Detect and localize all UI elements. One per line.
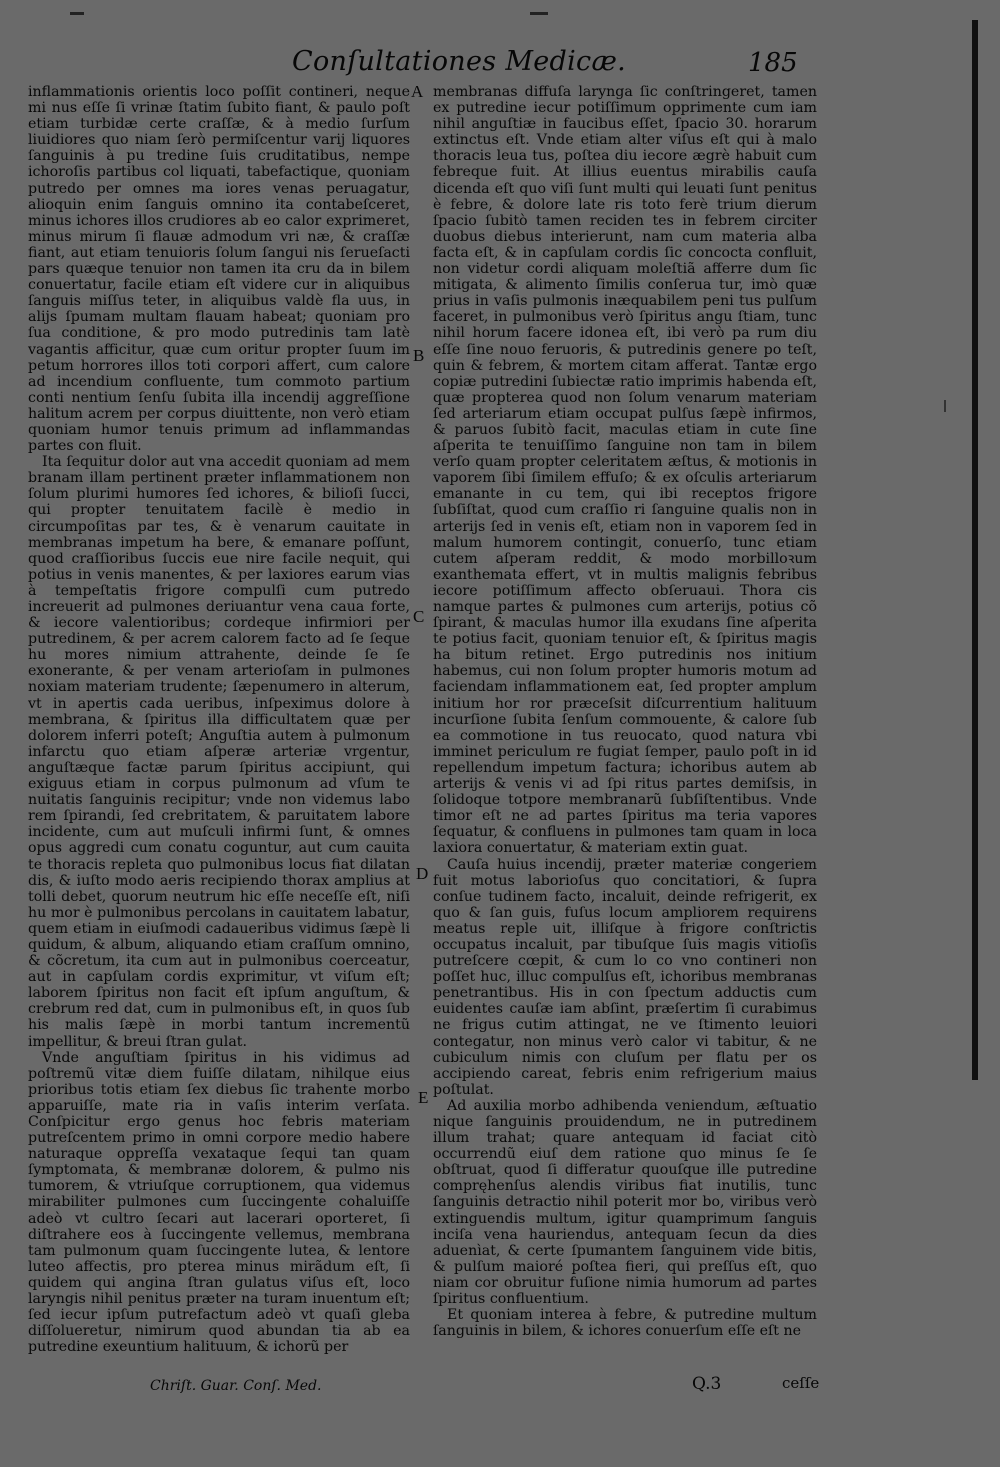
left-column <box>28 84 410 1355</box>
section-marker-b: B <box>413 346 425 365</box>
page-edge-shadow <box>972 20 978 1080</box>
left-paragraph: Ita ſequitur dolor aut vna accedit quoniam ad mem branam illam pertinent præter inflammationem non ſolum plurimi humores ſed ichores, & bilioſi ſucci, qui propter tenuitatem facilè è medio in circumpoſitas par tes, & è venarum cauitate in membranas impetum ha bere, & emanare poſſunt, quod craſſioribus ſuccis eue nire facile nequit, qui potius in venis manentes, & per laxiores earum vias à tempeſtatis frigore compulſi cum putredo increuerit ad pulmones deriuantur vena caua forte, & iecore valentioribus; cordeque infirmiori per putredinem, & per acrem calorem facto ad ſe ſeque hu mores nimium attrahente, deinde ſe ſe exonerante, & per venam arterioſam in pulmones noxiam materiam trudente; ſæpenumero in alterum, vt in apertis cada ueribus, inſpeximus dolore à membrana, & ſpiritus illa difficultatem quæ per dolorem inferri poteſt; Anguſtia autem à pulmonum infarctu quo etiam aſperæ arteriæ vrgentur, anguſtæque factæ parum ſpiritus accipiunt, qui exiguus etiam in corpus pulmonum ad vſum te nuitatis ſanguinis recipitur; vnde non videmus labo rem ſpirandi, ſed crebritatem, & paruitatem labore incidente, cum aut muſculi infirmi ſunt, & omnes opus aggredi cum conatu coguntur, aut cum cauita te thoracis repleta quo pulmonibus locus fiat dilatan dis, & iuſto modo aeris recipiendo thorax amplius at tolli debet, quorum neutrum hic eſſe neceſſe eſt, niſi hu mor è pulmonibus percolans in cauitatem labatur, quem etiam in eiuſmodi cadaueribus vidimus ſæpè li quidum, & album, aliquando etiam craſſum omnino, & cõcretum, ita cum aut in pulmonibus coerceatur, aut in capſulam cordis exprimitur, vt viſum eſt; laborem ſpiritus non facit eſt ipſum anguſtum, & crebrum red dat, cum in pulmonibus eſt, in quos ſub his malis ſæpè in morbi tantum incrementũ impellitur, & breui ſtran gulat. <box>28 454 410 1050</box>
right-column <box>433 84 817 1339</box>
page-title: Conſultationes Medicæ. <box>292 46 627 77</box>
section-marker-d: D <box>416 864 429 883</box>
left-paragraph: inflammationis orientis loco poſſit contineri, neque mi nus eſſe ſi vrinæ ſtatim ſubito fiant, & paulo poſt etiam turbidæ certe craſſæ, & à medio ſurſum liuidiores quo niam ſerò permiſcentur varij liquores ſanguinis à pu tredine ſuis cruditatibus, nempe ichoroſis partibus col liquati, tabefactique, quoniam putredo per omnes ma iores venas peruagatur, alioquin enim ſanguis omnino ita contabeſceret, minus ichores illos crudiores ab eo calor exprimeret, minus mirum ſi flauæ admodum vri næ, & craſſæ fiant, aut etiam tenuioris ſolum ſangui nis ſerueſacti pars quæque tenuior non tamen ita cru da in bilem conuertatur, facile etiam eſt videre cur in aliquibus ſanguis miſſus teter, in aliquibus valdè fla uus, in alijs ſpumam multam flauam habeat; quoniam pro ſua conditione, & pro modo putredinis tam latè vagantis afficitur, quæ cum oritur propter ſuum im petum horrores illos toti corpori affert, cum calore ad incendium confluente, tum commoto partium conti nentium ſenſu ſubita illa incendij aggreſſione halitum acrem per corpus diuittente, non verò etiam quoniam humor tenuis primum ad inflammandas partes con fluit. <box>28 84 410 455</box>
footer-catchline: Chriſt. Guar. Conſ. Med. <box>150 1378 322 1394</box>
section-marker-a: A <box>411 82 424 101</box>
scan-mark <box>70 12 84 15</box>
scan-mark <box>530 12 548 15</box>
left-paragraph: Vnde anguſtiam ſpiritus in his vidimus ad poſtremũ vitæ diem fuiſſe dilatam, nihilque eius prioribus totis etiam ſex diebus ſic trahente morbo apparuiſſe, mate ria in vaſis interim verſata. Conſpicitur ergo genus hoc febris materiam putreſcentem primo in omni corpore medio habere naturaque oppreſſa vexataque ſequi tan quam ſymptomata, & membranæ dolorem, & pulmo nis tumorem, & vtriuſque corruptionem, qua videmus mirabiliter pulmones cum ſuccingente cohaluiſſe adeò vt cultro ſecari aut lacerari oporteret, ſi diſtrahere eos à ſuccingente vellemus, membrana tam pulmonum quam ſuccingente lutea, & lentore luteo affectis, pro pterea minus mirãdum eſt, ſi quidem qui angina ſtran gulatus viſus eſt, loco laryngis nihil penitus præter na turam inuentum eſt; ſed iecur ipſum putrefactum adeò vt quaſi gleba diſſolueretur, nimirum quod abundan tia ab ea putredine exeuntium halituum, & ichorũ per <box>28 1049 410 1356</box>
right-paragraph: membranas diffuſa larynga ſic conſtringeret, tamen ex putredine iecur potiſſimum opprimente cum iam nihil anguſtiæ in faucibus eſſet, ſpacio 30. horarum extinctus eſt. Vnde etiam alter viſus eſt qui à malo thoracis leua tus, poſtea diu iecore ægrè habuit cum febreque fuit. At illius euentus mirabilis cauſa dicenda eſt quo viſi ſunt multi qui leuati ſunt penitus è febre, & dolore late ris toto ferè trium dierum ſpacio ſubitò tamen reciden tes in febrem circiter duobus diebus interierunt, nam cum materia alba facta eſt, & in capſulam cordis ſic concocta confluit, non videtur cordi aliquam moleſtiã afferre dum ſic mitigata, & alimento ſimilis conſerua tur, imò quæ prius in vaſis pulmonis inæquabilem peni tus pulſum faceret, in pulmonibus verò ſpiritus angu ſtiam, tunc nihil horum facere idonea eſt, ibi verò pa rum diu eſſe ſine nouo feruoris, & putredinis genere po teſt, quin & febrem, & mortem citam afferat. Tantæ ergo copiæ putredini ſubiectæ ratio imprimis habenda eſt, quæ propterea quod non ſolum venarum materiam ſed arteriarum etiam occupat pulſus ſæpè infirmos, & paruos ſubitò facit, maculas etiam in cute ſine aſperita te tenuiſſimo ſanguine non tam in bilem verſo quam propter celeritatem æſtus, & motionis in vaporem ſibi ſimilem effuſo; & ex oſculis arteriarum emanante in cu tem, qui ibi receptos frigore ſubſiſtat, quod cum craſſio ri ſanguine qualis non in arterijs ſed in venis eſt, etiam non in vaporem ſed in malum humorem contingit, conuerſo, tunc etiam cutem aſperam reddit, & modo morbilloꝛum exanthemata effert, vt in multis malignis febribus iecore potiſſimum affecto obſeruaui. Thora cis namque partes & pulmones cum arterijs, potius cõ ſpirant, & maculas humor illa exudans ſine aſperita te potius facit, quoniam tenuior eſt, & ſpiritus magis ha bitum retinet. Ergo putredinis nos initium habemus, cui non ſolum propter humoris motum ad faciendam inflammationem eat, ſed propter amplum initium hor ror præceſsit diſcurrentium halituum incurſione ſubita ſenſum commouente, & calore ſub ea commotione in tus reuocato, quod natura vbi imminet periculum re fugiat ſemper, paulo poſt in id repellendum impetum factura; ichoribus autem ab arterijs & venis vi ad ſpi ritus partes demiſsis, in ſolidoque totpore membranarũ ſubſiſtentibus. Vnde timor eſt ne ad partes ſpiritus ma teria vapores ſequatur, & confluens in pulmones tam quam in loca laxiora conuertatur, & materiam extin guat. <box>433 84 817 857</box>
right-paragraph: Et quoniam interea à febre, & putredine multum ſanguinis in bilem, & ichores conuerſum eſſe eſt ne <box>433 1307 817 1340</box>
signature-mark: Q.3 <box>692 1374 722 1394</box>
page-number: 185 <box>748 48 798 78</box>
page-footer <box>0 1374 1000 1404</box>
margin-mark <box>944 400 946 412</box>
right-paragraph: Ad auxilia morbo adhibenda veniendum, æſtuatio nique ſanguinis prouidendum, ne in putredinem illum trahat; quare antequam id faciat citò occurrendũ eiuſ dem ratione quo minus ſe ſe obſtruat, quod ſi differatur quouſque ille putredine compręhenſus alendis viribus fiat inutilis, tunc ſanguinis detractio nihil poterit mor bo, viribus verò extinguendis multum, igitur quamprimum ſanguis inciſa vena hauriendus, antequam ſecun da dies aduenìat, & certe ſpumantem ſanguinem vide bitis, & pulſum maioré poſtea fieri, qui preſſus eſt, quo niam cor obruitur fuſione nimia humorum ad partes ſpiritus confluentium. <box>433 1097 817 1308</box>
catchword: ceſſe <box>782 1374 820 1392</box>
section-marker-c: C <box>413 607 425 626</box>
right-paragraph: Cauſa huius incendij, præter materiæ congeriem fuit motus laborioſus quo concitatiori, & ſupra conſue tudinem facto, incaluit, deinde refrigerit, ex quo & ſan guis, fuſus locum ampliorem requirens meatus reple uit, illiſque à frigore conſtrictis occupatus incaluit, par tibuſque ſuis magis vitioſis putreſcere cœpit, & cum lo co vno contineri non poſſet huc, illuc compulſus eſt, ichoribus membranas penetrantibus. His in con ſpectum adductis cum euidentes cauſæ iam abſint, præſertim ſi curabimus ne frigus cutim attingat, ne ve ſtimento leuiori contegatur, non minus verò calor vi tabitur, & ne cubiculum nimis con cluſum per flatu per os accipiendo careat, febris enim refrigerium maius poſtulat. <box>433 856 817 1098</box>
running-head <box>0 46 1000 86</box>
section-marker-e: E <box>418 1088 429 1107</box>
